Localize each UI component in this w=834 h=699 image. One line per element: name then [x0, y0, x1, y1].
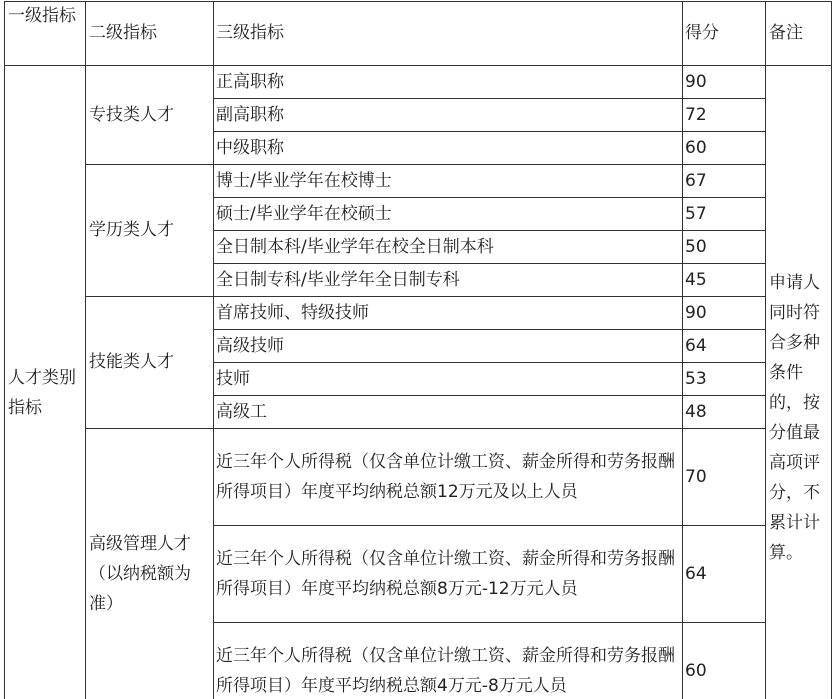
- header-score: 得分: [683, 2, 766, 66]
- item-cell: 全日制本科/毕业学年在校全日制本科: [214, 231, 683, 264]
- score-cell: 90: [683, 66, 766, 99]
- group-name: 学历类人才: [86, 165, 214, 297]
- score-cell: 64: [683, 526, 766, 623]
- table-row: [5, 297, 832, 330]
- header-level3: 三级指标: [214, 2, 683, 66]
- item-cell: 高级技师: [214, 330, 683, 363]
- score-table: [4, 1, 832, 699]
- score-cell: 64: [683, 330, 766, 363]
- table-row: [5, 165, 832, 198]
- score-cell: 50: [683, 231, 766, 264]
- header-note: 备注: [766, 2, 832, 66]
- item-cell: 中级职称: [214, 132, 683, 165]
- table-row: [5, 66, 832, 99]
- item-cell: 全日制专科/毕业学年全日制专科: [214, 264, 683, 297]
- level1-cell: 人才类别指标: [5, 66, 86, 699]
- item-cell: 近三年个人所得税（仅含单位计缴工资、薪金所得和劳务报酬所得项目）年度平均纳税总额4万元-8万元人员: [214, 623, 683, 699]
- item-cell: 近三年个人所得税（仅含单位计缴工资、薪金所得和劳务报酬所得项目）年度平均纳税总额12万元及以上人员: [214, 429, 683, 526]
- item-cell: 近三年个人所得税（仅含单位计缴工资、薪金所得和劳务报酬所得项目）年度平均纳税总额8万元-12万元人员: [214, 526, 683, 623]
- item-cell: 硕士/毕业学年在校硕士: [214, 198, 683, 231]
- item-cell: 博士/毕业学年在校博士: [214, 165, 683, 198]
- item-cell: 高级工: [214, 396, 683, 429]
- score-cell: 57: [683, 198, 766, 231]
- item-cell: 首席技师、特级技师: [214, 297, 683, 330]
- group-name: 高级管理人才（以纳税额为准）: [86, 429, 214, 699]
- group-name: 专技类人才: [86, 66, 214, 165]
- header-level2: 二级指标: [86, 2, 214, 66]
- table-row: [5, 429, 832, 526]
- score-cell: 45: [683, 264, 766, 297]
- item-cell: 副高职称: [214, 99, 683, 132]
- score-cell: 48: [683, 396, 766, 429]
- score-cell: 53: [683, 363, 766, 396]
- score-cell: 70: [683, 429, 766, 526]
- score-cell: 72: [683, 99, 766, 132]
- score-cell: 67: [683, 165, 766, 198]
- score-cell: 60: [683, 132, 766, 165]
- note-cell: 申请人同时符合多种条件的，按分值最高项评分，不累计计算。: [766, 66, 832, 699]
- score-cell: 90: [683, 297, 766, 330]
- header-level1: 一级指标: [5, 2, 86, 66]
- header-row: [5, 2, 832, 66]
- item-cell: 技师: [214, 363, 683, 396]
- group-name: 技能类人才: [86, 297, 214, 429]
- item-cell: 正高职称: [214, 66, 683, 99]
- score-cell: 60: [683, 623, 766, 699]
